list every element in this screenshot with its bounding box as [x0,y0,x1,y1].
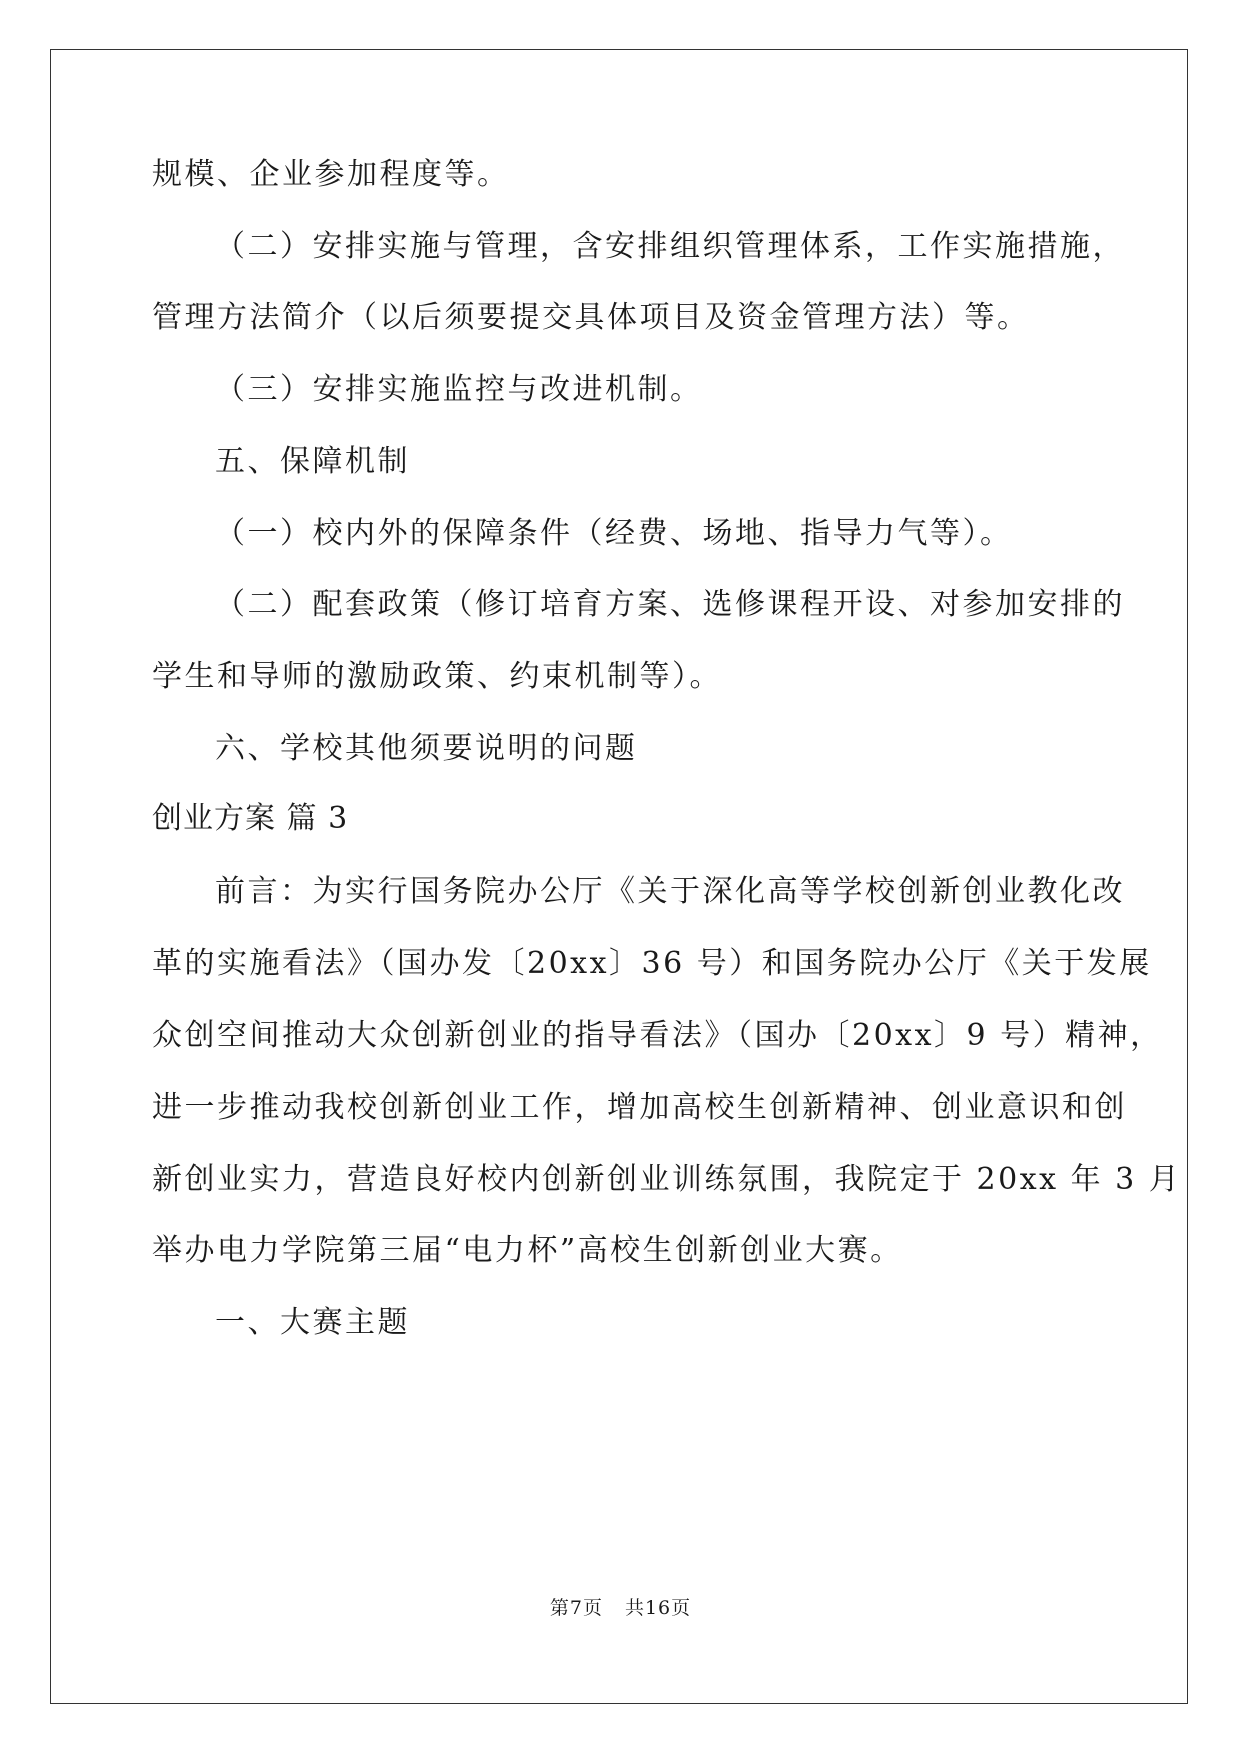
text-line-12: 革的实施看法》（国办发〔20xx〕36 号）和国务院办公厅《关于发展 [152,946,1152,981]
text-line-2: （二）安排实施与管理，含安排组织管理体系，工作实施措施， [215,229,1125,264]
text-line-3: 管理方法简介（以后须要提交具体项目及资金管理方法）等。 [152,300,1030,335]
section-heading-6: 六、学校其他须要说明的问题 [215,731,638,766]
text-line-13: 众创空间推动大众创新创业的指导看法》（国办〔20xx〕9 号）精神， [152,1018,1163,1053]
text-line-16: 举办电力学院第三届“电力杯”高校生创新创业大赛。 [152,1233,903,1268]
page-total: 共16页 [624,1597,692,1619]
text-line-6: （一）校内外的保障条件（经费、场地、指导力气等）。 [215,516,1013,551]
page-footer [0,1596,1241,1620]
section-heading-5: 五、保障机制 [215,444,410,479]
article-title: 创业方案 篇 3 [152,801,349,836]
text-line-11: 前言：为实行国务院办公厅《关于深化高等学校创新创业教化改 [215,874,1125,909]
text-line-15: 新创业实力，营造良好校内创新创业训练氛围，我院定于 20xx 年 3 月 [152,1162,1182,1197]
text-line-7: （二）配套政策（修订培育方案、选修课程开设、对参加安排的 [215,587,1125,622]
section-heading-1: 一、大赛主题 [215,1305,410,1340]
text-line-14: 进一步推动我校创新创业工作，增加高校生创新精神、创业意识和创 [152,1090,1127,1125]
page-number: 第7页 [549,1597,603,1619]
text-line-1: 规模、企业参加程度等。 [152,157,510,192]
text-line-8: 学生和导师的激励政策、约束机制等）。 [152,659,722,694]
text-line-4: （三）安排实施监控与改进机制。 [215,372,703,407]
